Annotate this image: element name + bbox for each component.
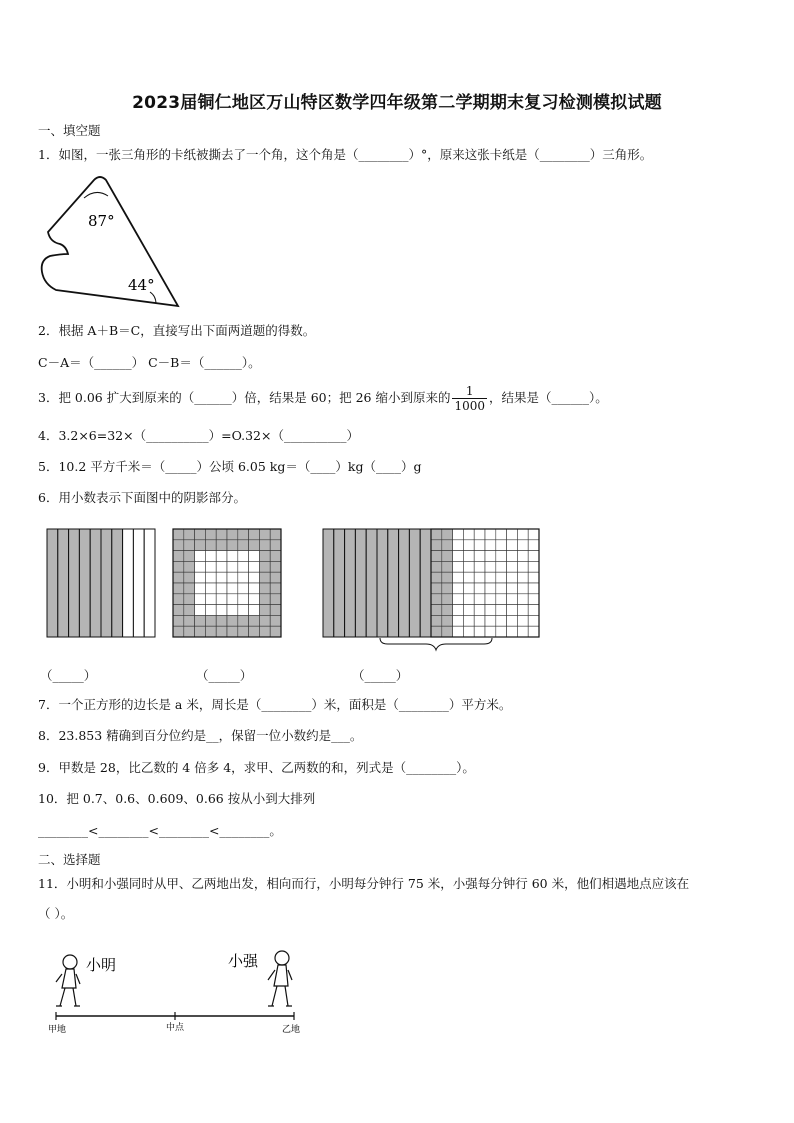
question-5: 5．10.2 平方千米＝（_____）公顷 6.05 kg＝（____）kg（____）g xyxy=(38,459,422,474)
grid-cell xyxy=(259,605,270,616)
grid-cell xyxy=(485,540,496,551)
grid-cell xyxy=(474,561,485,572)
grid-cell xyxy=(517,594,528,605)
question-2-answers: C－A＝（______） C－B＝（______）。 xyxy=(38,355,261,370)
grid-cell xyxy=(453,626,464,637)
grid-cell xyxy=(227,583,238,594)
grid-cell xyxy=(453,605,464,616)
grid-cell xyxy=(507,572,518,583)
grid-cell xyxy=(431,594,442,605)
question-8: 8．23.853 精确到百分位约是__，保留一位小数约是___。 xyxy=(38,728,363,743)
grid-cell xyxy=(496,540,507,551)
question-11: 11．小明和小强同时从甲、乙两地出发，相向而行，小明每分钟行 75 米，小强每分钟行 60 米，他们相遇地点应该在 xyxy=(38,876,690,891)
grid-cell xyxy=(249,561,260,572)
question-11-choice: （ ）。 xyxy=(38,906,74,921)
grid-cell xyxy=(496,572,507,583)
grid-cell xyxy=(474,594,485,605)
grid-cell xyxy=(259,583,270,594)
grid-cell xyxy=(528,551,539,562)
grid-cell xyxy=(173,572,184,583)
grid-cell xyxy=(431,583,442,594)
section-choice: 二、选择题 xyxy=(38,852,101,867)
midpoint-label: 中点 xyxy=(166,1023,185,1033)
grid-cell xyxy=(184,594,195,605)
tenth-strip xyxy=(366,529,377,637)
grid-cell xyxy=(195,615,206,626)
grid-cell xyxy=(184,626,195,637)
tenth-strip xyxy=(323,529,334,637)
grid-cell xyxy=(507,583,518,594)
walker-right-icon xyxy=(268,951,292,1006)
grid-cell xyxy=(507,615,518,626)
grid-cell xyxy=(453,572,464,583)
grid-cell xyxy=(184,615,195,626)
grid-cell xyxy=(463,626,474,637)
tenth-strip xyxy=(90,529,101,637)
question-1: 1．如图，一张三角形的卡纸被撕去了一个角，这个角是（________）°，原来这张卡纸是（________）三角形。 xyxy=(38,147,653,162)
grid-cell xyxy=(227,540,238,551)
grid-cell xyxy=(442,561,453,572)
grid-cell xyxy=(517,615,528,626)
grid-cell xyxy=(474,529,485,540)
question-3-before: 3．把 0.06 扩大到原来的（______）倍，结果是 60；把 26 缩小到原来的 xyxy=(38,390,451,405)
grid-cell xyxy=(474,626,485,637)
grid-cell xyxy=(259,615,270,626)
tenth-strip xyxy=(409,529,420,637)
grid-cell xyxy=(431,561,442,572)
grid-cell xyxy=(173,594,184,605)
grid-cell xyxy=(442,626,453,637)
grid-cell xyxy=(238,572,249,583)
grid-cell xyxy=(453,540,464,551)
grid-cell xyxy=(270,615,281,626)
grid-cell xyxy=(485,594,496,605)
grid-cell xyxy=(442,583,453,594)
angle-44-label: 44° xyxy=(128,276,155,294)
grid-cell xyxy=(173,615,184,626)
grid-cell xyxy=(442,572,453,583)
grid-cell xyxy=(259,529,270,540)
grid-cell xyxy=(238,561,249,572)
meeting-figure xyxy=(46,940,306,1038)
grid-cell xyxy=(453,583,464,594)
grid-cell xyxy=(270,540,281,551)
grid-cell xyxy=(270,626,281,637)
grid-cell xyxy=(195,626,206,637)
grid-cell xyxy=(517,605,528,616)
grid-cell xyxy=(216,594,227,605)
grid-cell xyxy=(195,529,206,540)
tenth-strip xyxy=(133,529,144,637)
question-10: 10．把 0.7、0.6、0.609、0.66 按从小到大排列 xyxy=(38,791,316,806)
grid-cell xyxy=(249,529,260,540)
grid-cell xyxy=(431,615,442,626)
grid-cell xyxy=(507,551,518,562)
grid-cell xyxy=(184,605,195,616)
grid-cell xyxy=(496,561,507,572)
grid-cell xyxy=(474,615,485,626)
grid-cell xyxy=(249,551,260,562)
grid-cell xyxy=(517,583,528,594)
grid-figure-hundredths xyxy=(172,528,282,638)
grid-cell xyxy=(173,540,184,551)
grid-cell xyxy=(216,529,227,540)
question-7: 7．一个正方形的边长是 a 米，周长是（________）米，面积是（________）平方米。 xyxy=(38,697,512,712)
grid-cell xyxy=(463,615,474,626)
grid-cell xyxy=(195,605,206,616)
grid-cell xyxy=(453,529,464,540)
grid-cell xyxy=(453,561,464,572)
grid-cell xyxy=(431,605,442,616)
grid-cell xyxy=(463,572,474,583)
grid-cell xyxy=(216,540,227,551)
grid-cell xyxy=(259,551,270,562)
grid-cell xyxy=(227,572,238,583)
grid-cell xyxy=(453,551,464,562)
grid-cell xyxy=(173,529,184,540)
grid-cell xyxy=(249,572,260,583)
grid-cell xyxy=(517,561,528,572)
grid-cell xyxy=(205,529,216,540)
grid-cell xyxy=(238,529,249,540)
grid-cell xyxy=(205,605,216,616)
grid-figure-double xyxy=(322,528,546,656)
grid-cell xyxy=(442,594,453,605)
grid-cell xyxy=(173,605,184,616)
grid-cell xyxy=(249,615,260,626)
grid-cell xyxy=(249,626,260,637)
grid-cell xyxy=(227,605,238,616)
grid-cell xyxy=(496,605,507,616)
grid-cell xyxy=(216,572,227,583)
grid-cell xyxy=(485,615,496,626)
grid-cell xyxy=(249,594,260,605)
grid-cell xyxy=(517,572,528,583)
grid-cell xyxy=(496,626,507,637)
grid-cell xyxy=(463,529,474,540)
grid-cell xyxy=(496,594,507,605)
grid-cell xyxy=(238,615,249,626)
grid-cell xyxy=(270,551,281,562)
tenth-strip xyxy=(101,529,112,637)
grid-cell xyxy=(249,583,260,594)
grid-cell xyxy=(442,551,453,562)
tenth-strip xyxy=(79,529,90,637)
tenth-strip xyxy=(388,529,399,637)
grid-cell xyxy=(238,540,249,551)
grid-cell xyxy=(507,561,518,572)
question-10-answer: ________<________<________<________。 xyxy=(38,823,282,838)
grid-cell xyxy=(431,626,442,637)
grid-cell xyxy=(507,626,518,637)
walker-left-icon xyxy=(56,955,80,1006)
grid-cell xyxy=(485,583,496,594)
grid-cell xyxy=(238,626,249,637)
grid-cell xyxy=(485,561,496,572)
section-fill-in: 一、填空题 xyxy=(38,123,101,138)
grid-cell xyxy=(463,583,474,594)
grid-cell xyxy=(485,529,496,540)
grid-cell xyxy=(195,583,206,594)
grid-cell xyxy=(227,594,238,605)
grid-cell xyxy=(517,529,528,540)
grid-cell xyxy=(507,540,518,551)
grid-cell xyxy=(507,529,518,540)
grid-cell xyxy=(528,561,539,572)
grid-cell xyxy=(528,626,539,637)
grid-cell xyxy=(528,540,539,551)
tenth-strip xyxy=(355,529,366,637)
tenth-strip xyxy=(399,529,410,637)
grid-cell xyxy=(453,615,464,626)
grid-cell xyxy=(431,551,442,562)
grid-cell xyxy=(496,529,507,540)
point-jia-label: 甲地 xyxy=(48,1025,67,1035)
grid-cell xyxy=(474,583,485,594)
grid-cell xyxy=(431,529,442,540)
grid-cell xyxy=(184,572,195,583)
grid-cell xyxy=(496,615,507,626)
grid-cell xyxy=(227,626,238,637)
point-yi-label: 乙地 xyxy=(282,1025,301,1035)
grid-cell xyxy=(528,583,539,594)
grid-cell xyxy=(249,540,260,551)
grid-cell xyxy=(270,594,281,605)
tenth-strip xyxy=(69,529,80,637)
grid-cell xyxy=(205,551,216,562)
angle-87-label: 87° xyxy=(88,212,115,230)
grid-cell xyxy=(227,529,238,540)
grid-cell xyxy=(259,572,270,583)
grid-cell xyxy=(528,594,539,605)
grid-cell xyxy=(453,594,464,605)
tenth-strip xyxy=(112,529,123,637)
grid-cell xyxy=(270,561,281,572)
torn-triangle-figure xyxy=(38,172,188,312)
grid-cell xyxy=(195,540,206,551)
grid-cell xyxy=(463,605,474,616)
grid-cell xyxy=(205,615,216,626)
grid-cell xyxy=(517,551,528,562)
grid-cell xyxy=(173,583,184,594)
grid-cell xyxy=(463,594,474,605)
grid-cell xyxy=(485,605,496,616)
grid-cell xyxy=(205,540,216,551)
grid-cell xyxy=(270,583,281,594)
tenth-strip xyxy=(144,529,155,637)
question-3-after: ，结果是（______）。 xyxy=(489,390,608,405)
grid-cell xyxy=(238,594,249,605)
grid-cell xyxy=(195,594,206,605)
grid-cell xyxy=(227,615,238,626)
grid-cell xyxy=(485,572,496,583)
question-6: 6．用小数表示下面图中的阴影部分。 xyxy=(38,490,246,505)
answer-label-1: （_____） xyxy=(40,668,97,683)
grid-cell xyxy=(474,551,485,562)
grid-cell xyxy=(195,561,206,572)
grid-cell xyxy=(216,551,227,562)
grid-cell xyxy=(270,605,281,616)
grid-cell xyxy=(528,572,539,583)
grid-cell xyxy=(507,605,518,616)
grid-cell xyxy=(173,626,184,637)
tenth-strip xyxy=(47,529,58,637)
grid-cell xyxy=(216,561,227,572)
grid-cell xyxy=(485,626,496,637)
grid-cell xyxy=(496,583,507,594)
answer-label-3: （_____） xyxy=(352,668,409,683)
grid-cell xyxy=(463,540,474,551)
grid-cell xyxy=(227,551,238,562)
grid-cell xyxy=(270,529,281,540)
grid-cell xyxy=(216,626,227,637)
tenth-strip xyxy=(334,529,345,637)
grid-cell xyxy=(249,605,260,616)
question-4: 4．3.2×6=32×（__________）=O.32×（__________） xyxy=(38,428,359,443)
grid-figure-tenths xyxy=(46,528,156,638)
grid-cell xyxy=(528,605,539,616)
grid-cell xyxy=(195,572,206,583)
grid-cell xyxy=(184,529,195,540)
grid-cell xyxy=(205,561,216,572)
grid-cell xyxy=(442,605,453,616)
grid-cell xyxy=(238,605,249,616)
grid-cell xyxy=(474,572,485,583)
grid-cell xyxy=(227,561,238,572)
grid-cell xyxy=(238,583,249,594)
tenth-strip xyxy=(58,529,69,637)
tenth-strip xyxy=(377,529,388,637)
grid-cell xyxy=(463,551,474,562)
grid-cell xyxy=(485,551,496,562)
grid-cell xyxy=(238,551,249,562)
grid-cell xyxy=(517,626,528,637)
grid-cell xyxy=(442,615,453,626)
tenth-strip xyxy=(123,529,134,637)
tenth-strip xyxy=(345,529,356,637)
grid-cell xyxy=(205,626,216,637)
fraction-1-1000: $\frac{1}{1000}$ xyxy=(454,384,486,413)
grid-cell xyxy=(184,561,195,572)
grid-cell xyxy=(205,583,216,594)
grid-cell xyxy=(205,572,216,583)
question-2: 2．根据 A＋B＝C，直接写出下面两道题的得数。 xyxy=(38,323,316,338)
grid-cell xyxy=(259,594,270,605)
grid-cell xyxy=(528,615,539,626)
page-title: 2023届铜仁地区万山特区数学四年级第二学期期末复习检测模拟试题 xyxy=(132,93,662,113)
question-3 xyxy=(38,382,608,414)
grid-cell xyxy=(184,551,195,562)
xiaoming-label: 小明 xyxy=(86,956,117,974)
grid-cell xyxy=(474,540,485,551)
grid-cell xyxy=(216,615,227,626)
grid-cell xyxy=(431,572,442,583)
grid-cell xyxy=(173,561,184,572)
grid-cell xyxy=(431,540,442,551)
grid-cell xyxy=(184,583,195,594)
grid-cell xyxy=(184,540,195,551)
grid-cell xyxy=(463,561,474,572)
grid-cell xyxy=(173,551,184,562)
grid-cell xyxy=(517,540,528,551)
grid-cell xyxy=(270,572,281,583)
grid-cell xyxy=(496,551,507,562)
grid-cell xyxy=(216,583,227,594)
grid-cell xyxy=(474,605,485,616)
grid-cell xyxy=(442,540,453,551)
answer-label-2: （_____） xyxy=(196,668,253,683)
question-9: 9．甲数是 28，比乙数的 4 倍多 4，求甲、乙两数的和，列式是（________）。 xyxy=(38,760,475,775)
grid-cell xyxy=(205,594,216,605)
xiaoqiang-label: 小强 xyxy=(228,952,259,970)
grid-cell xyxy=(507,594,518,605)
grid-cell xyxy=(442,529,453,540)
grid-cell xyxy=(259,561,270,572)
grid-cell xyxy=(195,551,206,562)
grid-cell xyxy=(259,540,270,551)
grid-cell xyxy=(216,605,227,616)
grid-cell xyxy=(528,529,539,540)
grid-cell xyxy=(259,626,270,637)
tenth-strip xyxy=(420,529,431,637)
